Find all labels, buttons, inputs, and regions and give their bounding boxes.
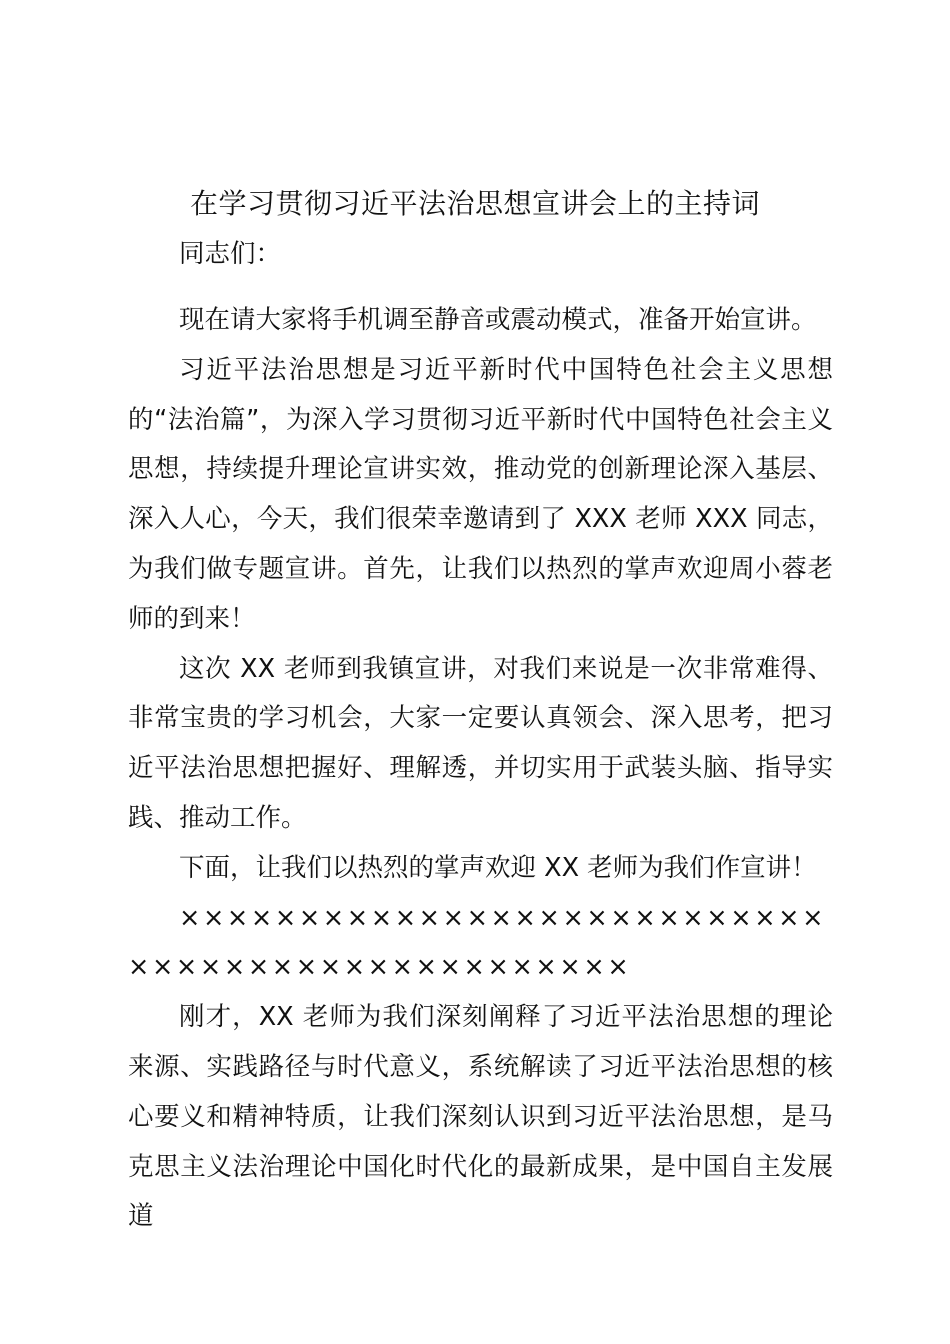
body-paragraph-3: 这次 XX 老师到我镇宣讲，对我们来说是一次非常难得、非常宝贵的学习机会，大家一定要认真领会、深入思考，把习近平法治思想把握好、理解透，并切实用于武装头脑、指导实践、推动工作。 xyxy=(128,653,833,833)
placeholder-marks: ×××××××××××××××××××××××××××××××××××××××××××××××× xyxy=(128,902,827,983)
body-paragraph-1: 现在请大家将手机调至静音或震动模式，准备开始宣讲。 xyxy=(179,305,817,335)
body-paragraph-5: 刚才，XX 老师为我们深刻阐释了习近平法治思想的理论来源、实践路径与时代意义，系统解读了习近平法治思想的核心要义和精神特质，让我们深刻认识到习近平法治思想，是马克思主义法治理论中国化时代化的最新成果，是中国自主发展道 xyxy=(128,1002,833,1232)
salutation: 同志们： xyxy=(179,239,282,269)
body-paragraph-2: 习近平法治思想是习近平新时代中国特色社会主义思想的“法治篇”，为深入学习贯彻习近平新时代中国特色社会主义思想，持续提升理论宣讲实效，推动党的创新理论深入基层、深入人心，今天，我们很荣幸邀请到了 XXX 老师 XXX 同志，为我们做专题宣讲。首先，让我们以热烈的掌声欢迎周小蓉老师的到来！ xyxy=(128,354,833,634)
document-title: 在学习贯彻习近平法治思想宣讲会上的主持词 xyxy=(189,187,760,220)
document-body xyxy=(128,232,833,1242)
body-paragraph-4: 下面，让我们以热烈的掌声欢迎 XX 老师为我们作宣讲！ xyxy=(179,852,817,883)
